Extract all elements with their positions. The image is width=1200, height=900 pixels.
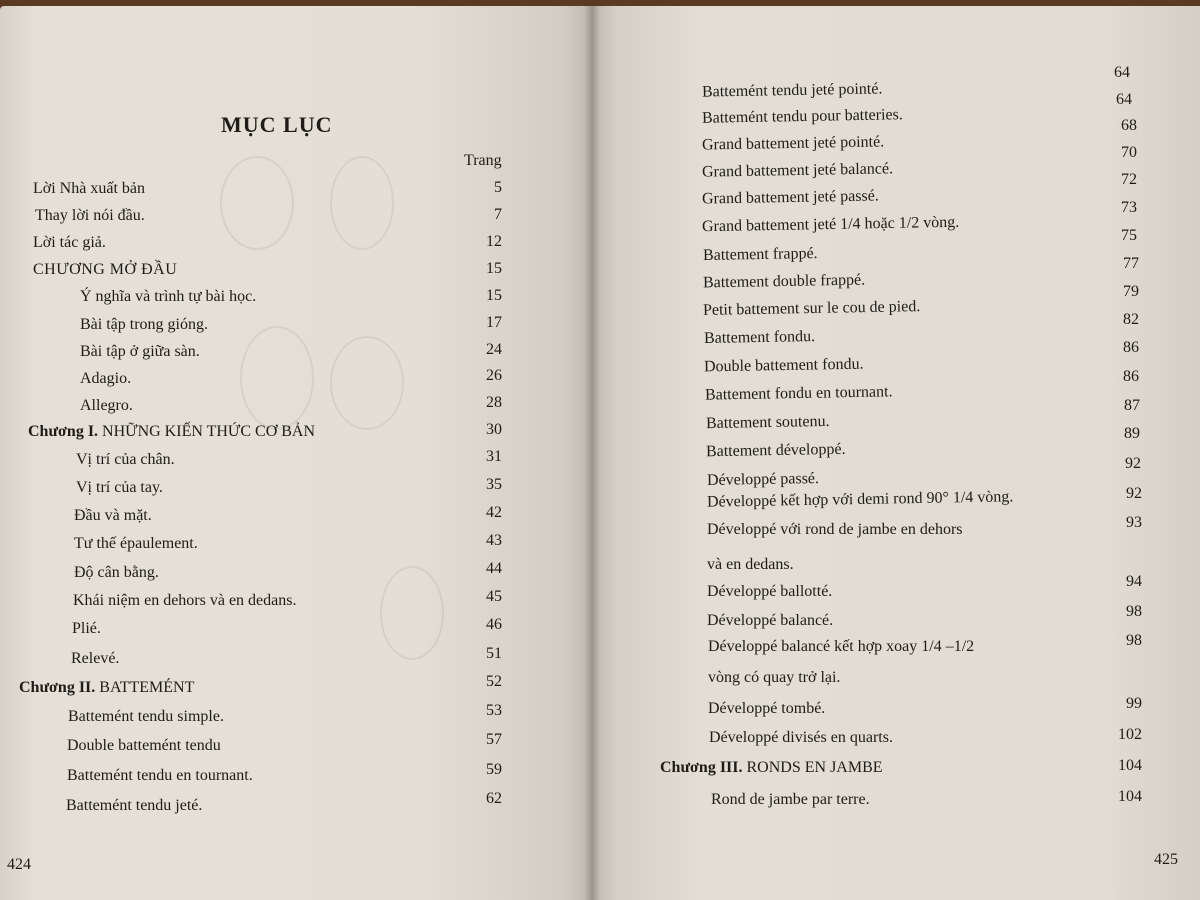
toc-chapter [19, 678, 194, 698]
toc-page-number: 28 [486, 394, 502, 411]
toc-entry: Relevé. [71, 650, 120, 667]
toc-entry: Battemént tendu jeté. [66, 797, 203, 814]
toc-page-number: 45 [486, 588, 502, 605]
toc-page-number: 94 [1126, 573, 1142, 590]
toc-entry: Đầu và mặt. [74, 507, 152, 524]
toc-entry: Lời Nhà xuất bản [33, 180, 145, 197]
toc-entry: Développé passé. [706, 470, 820, 489]
toc-entry: Adagio. [80, 370, 132, 387]
toc-page-number: 70 [1121, 144, 1137, 161]
toc-page-number: 46 [486, 616, 502, 633]
toc-page-number: 64 [1116, 91, 1132, 108]
chapter-prefix: Chương III. [660, 759, 743, 776]
toc-entry: Développé divisés en quarts. [709, 729, 893, 746]
page-number-right: 425 [1154, 851, 1178, 868]
toc-page-number: 62 [486, 790, 502, 807]
toc-page-number: 79 [1123, 283, 1139, 300]
right-page [592, 6, 1200, 900]
toc-page-number: 35 [486, 476, 502, 493]
toc-page-number: 102 [1118, 726, 1142, 743]
toc-entry: Développé balancé kết hợp xoay 1/4 –1/2 [708, 638, 975, 655]
toc-entry: Battement fondu. [703, 328, 816, 347]
chapter-title: NHỮNG KIẾN THỨC CƠ BẢN [98, 423, 316, 440]
background-sketch [330, 336, 404, 430]
toc-entry: vòng có quay trở lại. [708, 669, 841, 686]
toc-entry: Khái niệm en dehors và en dedans. [73, 592, 297, 609]
chapter-prefix: Chương II. [19, 679, 96, 696]
toc-page-number: 104 [1118, 757, 1142, 774]
toc-entry: Battemént tendu jeté pointé. [701, 80, 883, 101]
toc-entry: Développé balancé. [707, 612, 834, 629]
toc-entry: Độ cân bằng. [74, 564, 159, 581]
toc-chapter [660, 758, 883, 778]
toc-page-number: 51 [486, 645, 502, 662]
toc-entry: Tư thế épaulement. [74, 535, 198, 552]
toc-page-number: 7 [494, 206, 502, 223]
background-sketch [240, 326, 314, 430]
toc-page-number: 87 [1124, 397, 1140, 414]
chapter-title: RONDS EN JAMBE [742, 759, 883, 776]
toc-entry: Développé kết hợp với demi rond 90° 1/4 vòng. [706, 488, 1014, 511]
toc-page-number: 104 [1118, 788, 1142, 805]
toc-page-number: 92 [1126, 485, 1142, 502]
toc-page-number: 64 [1114, 64, 1130, 81]
toc-page-number: 15 [486, 260, 502, 277]
toc-entry: Battement développé. [705, 440, 846, 461]
background-sketch [330, 156, 394, 250]
toc-page-number: 17 [486, 314, 502, 331]
toc-entry: Vị trí của chân. [76, 451, 175, 468]
toc-entry: Vị trí của tay. [76, 479, 163, 496]
page-number-left: 424 [7, 856, 31, 873]
toc-entry: Battement double frappé. [702, 271, 866, 292]
toc-chapter: CHƯƠNG MỞ ĐẦU [33, 261, 178, 278]
toc-page-number: 26 [486, 367, 502, 384]
toc-entry: Lời tác giả. [33, 234, 106, 251]
left-page [0, 6, 592, 900]
toc-entry: và en dedans. [707, 556, 794, 573]
toc-entry: Grand battement jeté pointé. [701, 133, 885, 154]
page-column-header: Trang [464, 152, 502, 169]
toc-page-number: 12 [486, 233, 502, 250]
toc-entry: Bài tập ở giữa sàn. [80, 343, 200, 360]
toc-entry: Plié. [72, 620, 101, 637]
toc-page-number: 24 [486, 341, 502, 358]
toc-page-number: 98 [1126, 632, 1142, 649]
toc-page-number: 73 [1121, 199, 1137, 216]
show-through-text [612, 76, 616, 93]
toc-page-number: 52 [486, 673, 502, 690]
toc-entry: Double battement fondu. [703, 355, 864, 376]
toc-entry: Grand battement jeté 1/4 hoặc 1/2 vòng. [701, 213, 960, 236]
toc-page-number: 68 [1121, 117, 1137, 134]
toc-page-number: 82 [1123, 311, 1139, 328]
toc-entry: Grand battement jeté balancé. [701, 160, 894, 181]
toc-page-number: 77 [1123, 255, 1139, 272]
chapter-title: BATTEMÉNT [95, 679, 195, 696]
toc-page-number: 72 [1121, 171, 1137, 188]
toc-page-number: 15 [486, 287, 502, 304]
toc-entry: Thay lời nói đầu. [35, 207, 145, 224]
toc-entry: Bài tập trong gióng. [80, 316, 208, 333]
toc-entry: Battemént tendu pour batteries. [701, 106, 903, 127]
toc-entry: Développé với rond de jambe en dehors [707, 521, 963, 538]
toc-entry: Battemént tendu simple. [68, 708, 224, 725]
toc-entry: Battement frappé. [702, 245, 818, 264]
toc-entry: Développé tombé. [708, 700, 826, 717]
toc-page-number: 53 [486, 702, 502, 719]
toc-page-number: 93 [1126, 514, 1142, 531]
page-title: MỤC LỤC [221, 112, 333, 137]
toc-entry: Allegro. [80, 397, 133, 414]
toc-page-number: 98 [1126, 603, 1142, 620]
toc-page-number: 57 [486, 731, 502, 748]
toc-page-number: 92 [1125, 455, 1141, 472]
toc-entry: Ý nghĩa và trình tự bài học. [80, 288, 257, 305]
toc-entry: Grand battement jeté passé. [701, 187, 879, 208]
toc-page-number: 89 [1124, 425, 1140, 442]
toc-entry: Rond de jambe par terre. [711, 791, 870, 808]
toc-page-number: 30 [486, 421, 502, 438]
toc-page-number: 44 [486, 560, 502, 577]
background-sketch [220, 156, 294, 250]
toc-page-number: 43 [486, 532, 502, 549]
toc-page-number: 75 [1121, 227, 1137, 244]
toc-page-number: 86 [1123, 368, 1139, 385]
toc-entry: Battement fondu en tournant. [704, 383, 893, 404]
toc-page-number: 5 [494, 179, 502, 196]
toc-page-number: 31 [486, 448, 502, 465]
toc-entry: Développé ballotté. [707, 583, 833, 600]
toc-entry: Petit battement sur le cou de pied. [702, 298, 921, 319]
toc-chapter [28, 422, 315, 442]
toc-entry: Battement soutenu. [705, 412, 830, 433]
background-sketch [380, 566, 444, 660]
toc-page-number: 59 [486, 761, 502, 778]
chapter-prefix: Chương I. [28, 423, 99, 440]
toc-entry: Double battemént tendu [67, 737, 221, 754]
toc-entry: Battemént tendu en tournant. [67, 767, 253, 784]
toc-page-number: 99 [1126, 695, 1142, 712]
toc-page-number: 42 [486, 504, 502, 521]
toc-page-number: 86 [1123, 339, 1139, 356]
